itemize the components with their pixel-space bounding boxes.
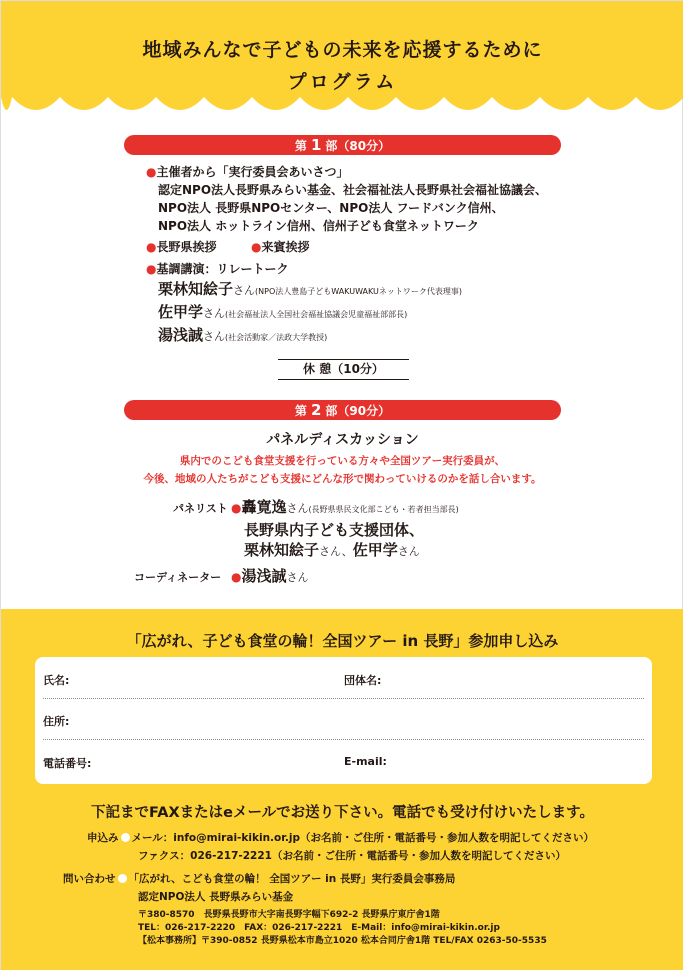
bullet-dot: ●: [146, 262, 157, 276]
panelist-label: パネリスト: [173, 502, 228, 515]
divider: [43, 739, 644, 740]
fax-line: ファクス：026-217-2221（お名前・ご住所・電話番号・参加人数を明記してください）: [138, 850, 566, 862]
speaker-honorific: さん: [203, 307, 226, 320]
group-label: 団体名:: [344, 674, 382, 687]
part2-duration: 部（90分）: [325, 404, 391, 418]
name-label: 氏名:: [43, 674, 70, 687]
panel-description: 県内でのこども食堂支援を行っている方々や全国ツアー実行委員が、: [179, 455, 506, 467]
panelist-item: [244, 541, 420, 561]
group-field[interactable]: [391, 667, 641, 689]
speaker-list: [158, 279, 462, 348]
address-line: 〒380-8570 長野県長野市大字南長野字幅下692-2 長野県庁東庁舎1階: [138, 910, 440, 920]
part1-prefix: 第: [294, 139, 307, 153]
speaker-name: 佐甲学: [158, 303, 204, 321]
panelist-org: 長野県内子ども支援団体、: [244, 521, 425, 539]
keynote-heading: 基調講演：リレートーク: [156, 262, 289, 276]
bullet-dot: ●: [251, 240, 262, 254]
address-label: 住所:: [43, 715, 70, 728]
header-scalloped-background: [1, 1, 683, 129]
panelist-item: [231, 498, 459, 519]
greeting-heading: 主催者から「実行委員会あいさつ」: [156, 165, 349, 179]
phone-field[interactable]: [101, 750, 331, 772]
phone-label: 電話番号:: [43, 757, 92, 770]
speaker-name: 湯浅誠: [158, 326, 204, 344]
speaker-affiliation: (NPO法人豊島子どもWAKUWAKUネットワーク代表理事): [255, 287, 463, 296]
email-field[interactable]: [391, 750, 641, 772]
panel-title: パネルディスカッション: [266, 432, 419, 448]
greeting-org-line: NPO法人 ホットライン信州、信州子ども食堂ネットワーク: [158, 219, 479, 233]
mail-line[interactable]: メール：info@mirai-kikin.or.jp（お名前・ご住所・電話番号・参加人数を明記してください）: [131, 832, 595, 844]
apply-mail-row: [87, 830, 594, 845]
panelist-honorific: さん: [397, 545, 420, 558]
panelist-honorific: さん、: [319, 545, 353, 558]
branch-office-line: 【松本事務所】〒390-0852 長野県松本市島立1020 松本合同庁舎1階 TEL/FAX 0263-50-5535: [138, 936, 547, 946]
page-title: 地域みんなで子どもの未来を応援するために: [142, 39, 543, 61]
bullet-dot: [118, 874, 127, 883]
panelist-name: 轟寛逸: [241, 498, 287, 516]
bullet-dot: [121, 833, 130, 842]
greeting-org-line: 認定NPO法人長野県みらい基金、社会福祉法人長野県社会福祉協議会、: [158, 183, 548, 197]
greeting-org-line: NPO法人 長野県NPOセンター、NPO法人 フードバンク信州、: [158, 201, 504, 215]
divider: [43, 698, 644, 699]
panelist-affiliation: (長野県県民文化部こども・若者担当部長): [308, 505, 459, 514]
speaker-honorific: さん: [203, 330, 226, 343]
inquiry-label: 問い合わせ: [63, 873, 116, 885]
panelist-name: 佐甲学: [352, 541, 398, 559]
part1-duration: 部（80分）: [325, 139, 391, 153]
name-field[interactable]: [81, 667, 331, 689]
program-title: プログラム: [287, 71, 398, 93]
part1-bar: [124, 135, 561, 155]
speaker-item: [158, 302, 462, 325]
address-field[interactable]: [81, 708, 641, 730]
form-title: 「広がれ、子ども食堂の輪！全国ツアー in 長野」参加申し込み: [126, 632, 559, 650]
panel-description: 今後、地域の人たちがこども支援にどんな形で関わっていけるのかを話し合います。: [143, 473, 542, 485]
bullet-dot: ●: [146, 165, 157, 179]
keynote-section: [146, 260, 289, 278]
bullet-dot: ●: [231, 570, 242, 584]
header: [1, 1, 683, 129]
panelist-honorific: さん: [286, 502, 309, 515]
application-form: [35, 657, 652, 784]
speaker-item: [158, 279, 462, 302]
coordinator-label: コーディネーター: [134, 571, 222, 584]
organization-name: 認定NPO法人 長野県みらい基金: [138, 891, 294, 903]
coordinator-name: 湯浅誠: [241, 567, 287, 585]
greeting-section: [146, 163, 547, 235]
break-label: 休 憩（10分）: [278, 359, 409, 380]
speaker-name: 栗林知絵子: [158, 280, 234, 298]
pref-greeting-label: 長野県挨拶: [156, 240, 217, 254]
send-instructions: 下記までFAXまたはeメールでお送り下さい。電話でも受け付けいたします。: [90, 805, 595, 821]
inquiry-row: [63, 871, 455, 886]
part1-number: 1: [310, 136, 322, 154]
organizer-line: 「広がれ、こども食堂の輪！ 全国ツアー in 長野」実行委員会事務局: [128, 873, 456, 885]
part2-number: 2: [310, 401, 322, 419]
application-section: [1, 609, 683, 970]
pref-greeting: [146, 238, 217, 256]
guest-greeting: [251, 238, 310, 256]
bullet-dot: ●: [231, 501, 242, 515]
coordinator-honorific: さん: [286, 571, 309, 584]
part2-prefix: 第: [294, 404, 307, 418]
coordinator-item: [231, 567, 309, 587]
speaker-honorific: さん: [233, 284, 256, 297]
tel-fax-email-line: TEL：026-217-2220 FAX：026-217-2221 E-Mail：info@mirai-kikin.or.jp: [138, 923, 500, 933]
part2-bar: [124, 400, 561, 420]
panelist-name: 栗林知絵子: [244, 541, 320, 559]
speaker-item: [158, 325, 462, 348]
apply-label: 申込み: [87, 832, 119, 844]
email-label: E-mail:: [344, 755, 387, 768]
speaker-affiliation: (社会福祉法人全国社会福祉協議会児童福祉部部長): [225, 310, 408, 319]
bullet-dot: ●: [146, 240, 157, 254]
guest-greeting-label: 来賓挨拶: [261, 240, 310, 254]
speaker-affiliation: (社会活動家／法政大学教授): [225, 333, 328, 342]
